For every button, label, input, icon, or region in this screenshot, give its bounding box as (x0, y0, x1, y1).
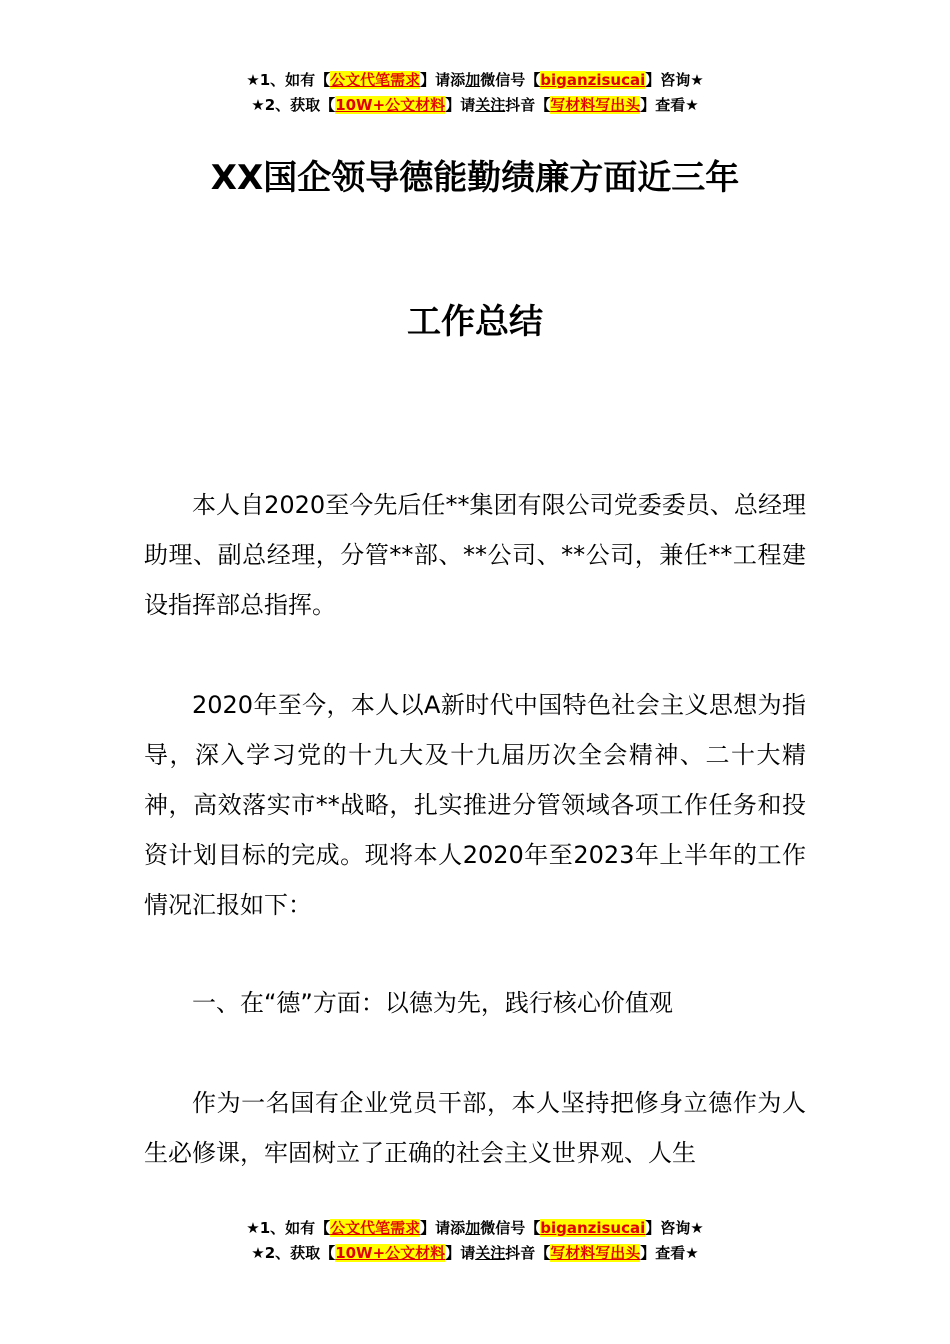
banner-highlight: 公文代笔需求 (330, 1219, 421, 1237)
banner-text: 】咨询★ (645, 71, 704, 89)
document-title-line-1: XX国企领导德能勤绩廉方面近三年 (210, 158, 740, 198)
banner-text: 抖音【 (505, 1244, 551, 1262)
banner-highlight: 10W+公文材料 (335, 96, 446, 114)
banner-text: 】请添 (420, 71, 466, 89)
banner-line-1 (0, 1216, 950, 1241)
banner-highlight: biganzisucai (540, 71, 646, 89)
banner-text: 抖音【 (505, 96, 551, 114)
banner-text: ★2、获取【 (251, 96, 336, 114)
banner-text: 】请 (445, 96, 476, 114)
banner-highlight: 10W+公文材料 (335, 1244, 446, 1262)
banner-text: 】请 (445, 1244, 476, 1262)
banner-highlight: 写材料写出头 (550, 1244, 641, 1262)
footer-banner (0, 1216, 950, 1266)
banner-line-1 (0, 68, 950, 93)
banner-text: ★1、如有【 (246, 1219, 331, 1237)
document-title-line-2: 工作总结 (407, 302, 543, 342)
banner-text: ★2、获取【 (251, 1244, 336, 1262)
paragraph-overview: 2020年至今，本人以A新时代中国特色社会主义思想为指导，深入学习党的十九大及十九届历次全会精神、二十大精神，高效落实市**战略，扎实推进分管领域各项工作任务和投资计划目标的完成。现将本人2020年至2023年上半年的工作情况汇报如下： (144, 691, 806, 919)
banner-underline: 关注 (475, 1244, 506, 1262)
banner-underline: 加 (465, 71, 481, 89)
banner-text: 微信号【 (480, 71, 541, 89)
banner-text: 】咨询★ (645, 1219, 704, 1237)
banner-text: 】请添 (420, 1219, 466, 1237)
banner-underline: 关注 (475, 96, 506, 114)
paragraph-intro: 本人自2020至今先后任**集团有限公司党委委员、总经理助理、副总经理，分管**部、**公司、**公司，兼任**工程建设指挥部总指挥。 (144, 491, 806, 619)
banner-line-2 (0, 93, 950, 118)
section-heading-de: 一、在“德”方面：以德为先，践行核心价值观 (192, 989, 673, 1017)
banner-highlight: 公文代笔需求 (330, 71, 421, 89)
banner-text: ★1、如有【 (246, 71, 331, 89)
banner-text: 】查看★ (640, 1244, 699, 1262)
banner-underline: 加 (465, 1219, 481, 1237)
banner-text: 】查看★ (640, 96, 699, 114)
banner-line-2 (0, 1241, 950, 1266)
banner-highlight: biganzisucai (540, 1219, 646, 1237)
banner-text: 微信号【 (480, 1219, 541, 1237)
header-banner (0, 68, 950, 118)
paragraph-de-section: 作为一名国有企业党员干部，本人坚持把修身立德作为人生必修课，牢固树立了正确的社会主义世界观、人生 (144, 1089, 806, 1167)
banner-highlight: 写材料写出头 (550, 96, 641, 114)
